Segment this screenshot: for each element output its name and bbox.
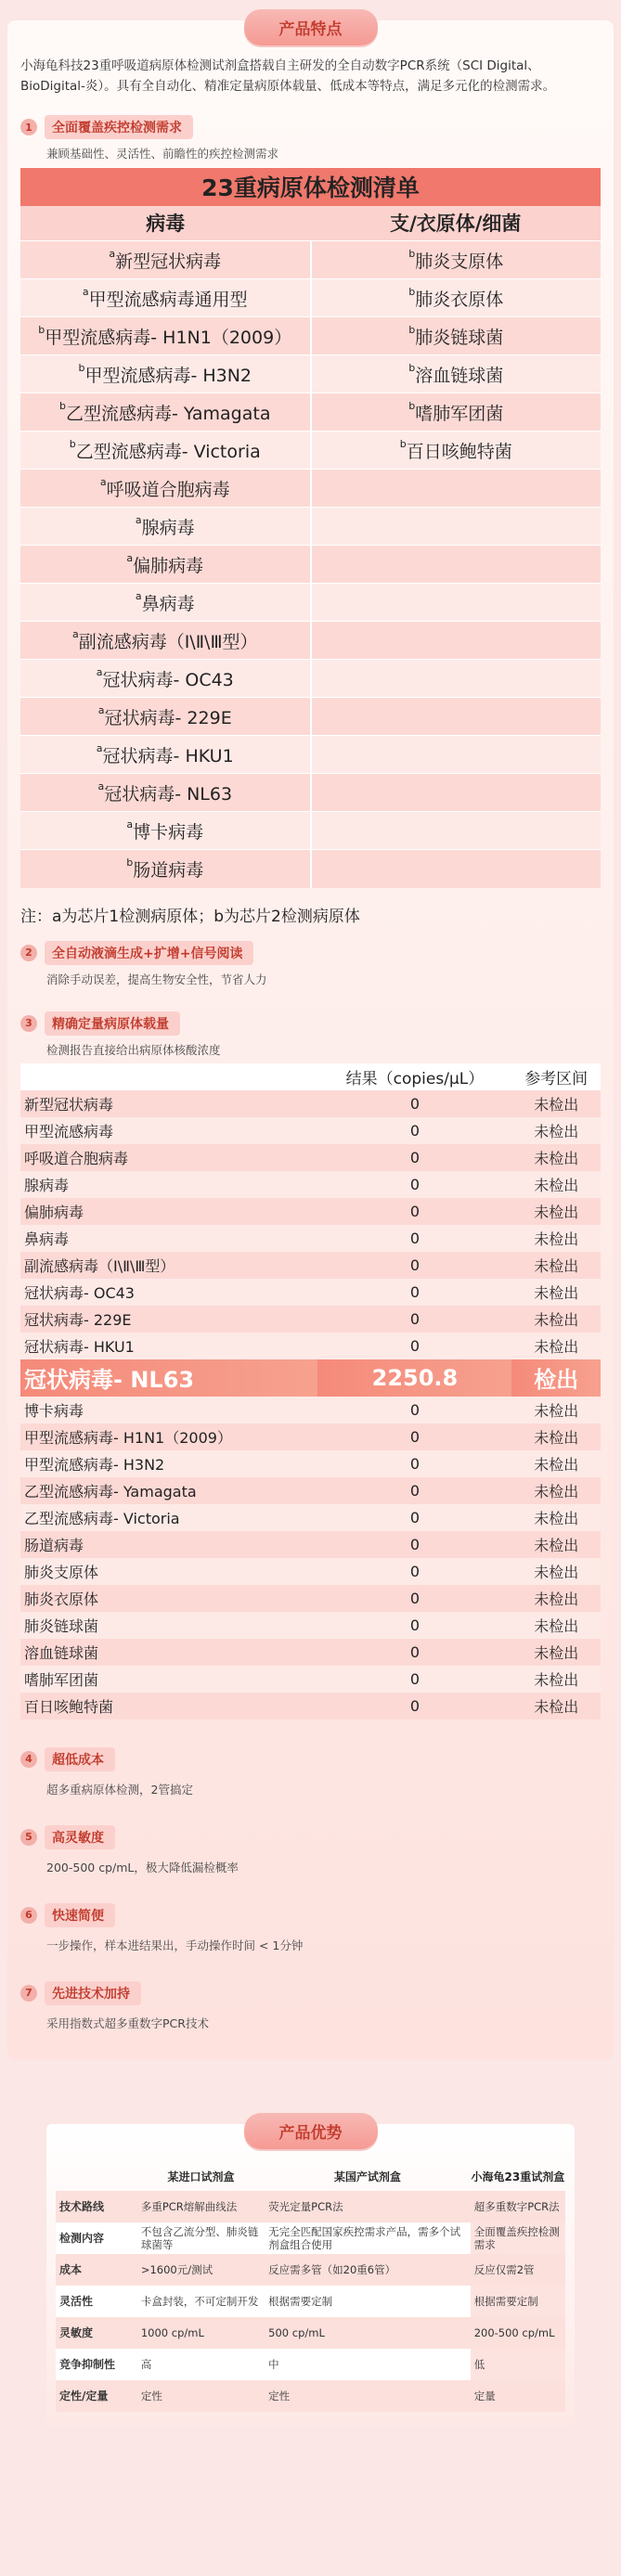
pathogen-list-title: 23重病原体检测清单 — [20, 168, 601, 206]
pathogen-row — [20, 736, 601, 774]
result-ref: 未检出 — [511, 1333, 601, 1359]
chip-marker: a — [109, 247, 116, 260]
comparison-label: 检测内容 — [56, 2222, 137, 2254]
result-value: 0 — [317, 1504, 511, 1531]
pathogen-name: 嗜肺军团菌 — [415, 403, 504, 424]
result-name: 甲型流感病毒 — [20, 1117, 317, 1144]
result-ref: 未检出 — [511, 1477, 601, 1504]
bacteria-cell — [311, 317, 602, 355]
result-row — [20, 1585, 601, 1612]
result-row — [20, 1666, 601, 1693]
result-value: 0 — [317, 1423, 511, 1450]
comparison-header: 某国产试剂盒 — [333, 2170, 401, 2183]
section-desc: 采用指数式超多重数字PCR技术 — [46, 2016, 209, 2030]
comparison-cell: 全面覆盖疾控检测需求 — [471, 2222, 565, 2254]
virus-cell — [20, 546, 311, 584]
section-title: 超低成本 — [45, 1747, 115, 1771]
section-number: 1 — [20, 119, 37, 135]
virus-cell — [20, 508, 311, 546]
chip-marker: a — [96, 741, 103, 754]
result-value: 0 — [317, 1117, 511, 1144]
virus-cell — [20, 774, 311, 812]
chip-marker: a — [126, 551, 134, 564]
section-title: 精确定量病原体载量 — [45, 1011, 180, 1036]
result-name: 冠状病毒- OC43 — [20, 1279, 317, 1306]
comparison-cell: 1000 cp/mL — [137, 2317, 265, 2349]
result-value: 0 — [317, 1252, 511, 1279]
bacteria-cell — [311, 736, 602, 774]
result-name: 甲型流感病毒- H1N1（2009） — [20, 1423, 317, 1450]
section-title: 全面覆盖疾控检测需求 — [45, 115, 193, 139]
col-bacteria-header: 支/衣原体/细菌 — [311, 206, 602, 241]
result-ref: 未检出 — [511, 1090, 601, 1117]
result-ref: 未检出 — [511, 1198, 601, 1225]
result-row — [20, 1504, 601, 1531]
result-row — [20, 1693, 601, 1719]
result-value: 0 — [317, 1144, 511, 1171]
section-desc: 200-500 cp/mL，极大降低漏检概率 — [46, 1860, 239, 1874]
virus-cell — [20, 736, 311, 774]
bacteria-cell — [311, 393, 602, 431]
result-value: 0 — [317, 1279, 511, 1306]
comparison-cell: 不包含乙流分型、肺炎链球菌等 — [137, 2222, 265, 2254]
comparison-cell: 超多重数字PCR法 — [471, 2191, 565, 2222]
pathogen-row — [20, 508, 601, 546]
bacteria-cell — [311, 546, 602, 584]
result-value: 0 — [317, 1477, 511, 1504]
bacteria-cell — [311, 241, 602, 279]
chip-marker: a — [126, 818, 134, 831]
bacteria-cell — [311, 698, 602, 736]
result-row — [20, 1397, 601, 1423]
pathogen-name: 呼吸道合胞病毒 — [106, 479, 230, 500]
result-row — [20, 1252, 601, 1279]
comparison-row — [56, 2286, 565, 2317]
chip-marker: b — [408, 323, 416, 336]
result-row — [20, 1639, 601, 1666]
section-desc: 一步操作，样本进结果出，手动操作时间 < 1分钟 — [46, 1938, 304, 1952]
chip-marker: b — [78, 361, 85, 374]
virus-cell — [20, 850, 311, 888]
features-card — [7, 20, 614, 2059]
chip-marker: b — [399, 437, 407, 450]
result-ref: 未检出 — [511, 1450, 601, 1477]
section-desc: 消除手动误差，提高生物安全性，节省人力 — [46, 972, 267, 986]
result-name: 嗜肺军团菌 — [20, 1666, 317, 1693]
pathogen-list-table — [20, 167, 601, 888]
result-row — [20, 1279, 601, 1306]
pathogen-name: 肺炎衣原体 — [415, 289, 504, 310]
result-name: 百日咳鲍特菌 — [20, 1693, 317, 1719]
result-ref: 未检出 — [511, 1252, 601, 1279]
chip-marker: a — [135, 513, 142, 526]
comparison-header: 小海龟23重试剂盒 — [471, 2170, 565, 2183]
comparison-cell: 荧光定量PCR法 — [265, 2191, 471, 2222]
section-title: 全自动液滴生成+扩增+信号阅读 — [45, 941, 253, 965]
result-header-name — [20, 1063, 317, 1090]
chip-marker: b — [408, 361, 416, 374]
section-4 — [20, 1747, 601, 1797]
result-value: 0 — [317, 1171, 511, 1198]
bacteria-cell — [311, 431, 602, 470]
comparison-label: 灵活性 — [56, 2286, 137, 2317]
section-number: 2 — [20, 945, 37, 961]
pathogen-name: 乙型流感病毒- Yamagata — [66, 403, 271, 424]
comparison-cell: 反应需多管（如20重6管） — [265, 2254, 471, 2286]
pathogen-row — [20, 279, 601, 317]
chip-marker: b — [69, 437, 76, 450]
result-name: 冠状病毒- 229E — [20, 1306, 317, 1333]
pathogen-name: 新型冠状病毒 — [115, 251, 222, 272]
comparison-header: 某进口试剂盒 — [167, 2170, 235, 2183]
section-number: 6 — [20, 1907, 37, 1924]
advantages-wrap — [0, 2096, 621, 2445]
result-name: 乙型流感病毒- Yamagata — [20, 1477, 317, 1504]
section-desc: 检测报告直接给出病原体核酸浓度 — [46, 1042, 221, 1057]
result-header-ref: 参考区间 — [511, 1063, 601, 1090]
pathogen-row — [20, 317, 601, 355]
pathogen-row — [20, 393, 601, 431]
result-ref: 未检出 — [511, 1558, 601, 1585]
comparison-header — [56, 2163, 137, 2191]
result-row — [20, 1225, 601, 1252]
virus-cell — [20, 698, 311, 736]
virus-cell — [20, 584, 311, 622]
comparison-row — [56, 2349, 565, 2380]
chip-marker: b — [126, 856, 134, 869]
comparison-label: 成本 — [56, 2254, 137, 2286]
result-ref: 未检出 — [511, 1423, 601, 1450]
comparison-label: 技术路线 — [56, 2191, 137, 2222]
comparison-cell: 根据需要定制 — [265, 2286, 471, 2317]
result-ref: 未检出 — [511, 1639, 601, 1666]
result-row — [20, 1450, 601, 1477]
section-number: 5 — [20, 1829, 37, 1846]
pathogen-name: 冠状病毒- 229E — [104, 707, 232, 728]
section-number: 4 — [20, 1751, 37, 1768]
section-7 — [20, 1981, 601, 2031]
pathogen-row — [20, 850, 601, 888]
bacteria-cell — [311, 774, 602, 812]
result-value: 0 — [317, 1558, 511, 1585]
chip-marker: b — [59, 399, 66, 412]
section-number: 3 — [20, 1015, 37, 1032]
advantages-title: 产品优势 — [244, 2113, 378, 2149]
virus-cell — [20, 470, 311, 508]
result-name: 新型冠状病毒 — [20, 1090, 317, 1117]
result-name: 冠状病毒- NL63 — [20, 1359, 317, 1397]
virus-cell — [20, 317, 311, 355]
comparison-cell: 反应仅需2管 — [471, 2254, 565, 2286]
virus-cell — [20, 393, 311, 431]
result-ref: 未检出 — [511, 1306, 601, 1333]
result-name: 肺炎支原体 — [20, 1558, 317, 1585]
result-ref: 未检出 — [511, 1144, 601, 1171]
section-title: 先进技术加持 — [45, 1981, 141, 2005]
pathogen-name: 博卡病毒 — [133, 821, 204, 843]
chip-note: 注：a为芯片1检测病原体；b为芯片2检测病原体 — [20, 907, 360, 926]
comparison-cell: 低 — [471, 2349, 565, 2380]
virus-cell — [20, 660, 311, 698]
section-6 — [20, 1903, 601, 1953]
result-row — [20, 1333, 601, 1359]
section-desc: 兼顾基础性、灵活性、前瞻性的疾控检测需求 — [46, 147, 279, 161]
virus-cell — [20, 355, 311, 393]
comparison-cell: >1600元/测试 — [137, 2254, 265, 2286]
pathogen-row — [20, 774, 601, 812]
result-value: 0 — [317, 1333, 511, 1359]
bacteria-cell — [311, 508, 602, 546]
section-3 — [20, 1011, 601, 1058]
result-header-value: 结果（copies/μL） — [317, 1063, 511, 1090]
advantages-card — [46, 2124, 575, 2427]
comparison-row — [56, 2254, 565, 2286]
comparison-cell: 无完全匹配国家疾控需求产品，需多个试剂盒组合使用 — [265, 2222, 471, 2254]
virus-cell — [20, 241, 311, 279]
result-row-positive — [20, 1359, 601, 1397]
result-ref: 未检出 — [511, 1612, 601, 1639]
result-ref: 检出 — [511, 1359, 601, 1397]
section-desc: 超多重病原体检测，2管搞定 — [46, 1782, 193, 1797]
comparison-label: 竞争抑制性 — [56, 2349, 137, 2380]
result-row — [20, 1090, 601, 1117]
pathogen-name: 百日咳鲍特菌 — [406, 441, 512, 462]
bacteria-cell — [311, 470, 602, 508]
chip-marker: b — [408, 247, 416, 260]
virus-cell — [20, 812, 311, 850]
result-ref: 未检出 — [511, 1397, 601, 1423]
comparison-cell: 500 cp/mL — [265, 2317, 471, 2349]
result-name: 甲型流感病毒- H3N2 — [20, 1450, 317, 1477]
pathogen-row — [20, 546, 601, 584]
virus-cell — [20, 279, 311, 317]
bacteria-cell — [311, 812, 602, 850]
result-ref: 未检出 — [511, 1225, 601, 1252]
result-value: 0 — [317, 1198, 511, 1225]
comparison-label: 灵敏度 — [56, 2317, 137, 2349]
pathogen-name: 偏肺病毒 — [133, 555, 204, 576]
result-value: 0 — [317, 1585, 511, 1612]
result-value: 0 — [317, 1450, 511, 1477]
result-name: 博卡病毒 — [20, 1397, 317, 1423]
pathogen-row — [20, 622, 601, 660]
result-ref: 未检出 — [511, 1117, 601, 1144]
result-value: 2250.8 — [317, 1359, 511, 1397]
result-value: 0 — [317, 1306, 511, 1333]
result-value: 0 — [317, 1612, 511, 1639]
result-name: 副流感病毒（Ⅰ\Ⅱ\Ⅲ型） — [20, 1252, 317, 1279]
pathogen-name: 冠状病毒- HKU1 — [102, 745, 234, 766]
result-name: 偏肺病毒 — [20, 1198, 317, 1225]
result-name: 呼吸道合胞病毒 — [20, 1144, 317, 1171]
comparison-cell: 定性 — [137, 2380, 265, 2412]
comparison-row — [56, 2191, 565, 2222]
section-1 — [20, 115, 601, 161]
comparison-table — [56, 2163, 565, 2412]
comparison-cell: 根据需要定制 — [471, 2286, 565, 2317]
result-value: 0 — [317, 1090, 511, 1117]
bacteria-cell — [311, 584, 602, 622]
result-ref: 未检出 — [511, 1666, 601, 1693]
pathogen-name: 肺炎支原体 — [415, 251, 504, 272]
pathogen-row — [20, 660, 601, 698]
pathogen-name: 冠状病毒- NL63 — [104, 783, 233, 805]
pathogen-row — [20, 584, 601, 622]
result-row — [20, 1558, 601, 1585]
section-number: 7 — [20, 1985, 37, 2002]
bacteria-cell — [311, 660, 602, 698]
pathogen-name: 溶血链球菌 — [415, 365, 504, 386]
pathogen-row — [20, 355, 601, 393]
pathogen-name: 甲型流感病毒通用型 — [88, 289, 248, 310]
col-virus-header: 病毒 — [20, 206, 311, 241]
virus-cell — [20, 622, 311, 660]
comparison-label: 定性/定量 — [56, 2380, 137, 2412]
result-row — [20, 1117, 601, 1144]
result-ref: 未检出 — [511, 1279, 601, 1306]
comparison-cell: 多重PCR熔解曲线法 — [137, 2191, 265, 2222]
result-name: 肺炎衣原体 — [20, 1585, 317, 1612]
result-ref: 未检出 — [511, 1531, 601, 1558]
chip-marker: b — [408, 285, 416, 298]
comparison-cell: 中 — [265, 2349, 471, 2380]
result-row — [20, 1306, 601, 1333]
result-value: 0 — [317, 1693, 511, 1719]
result-row — [20, 1531, 601, 1558]
result-name: 肠道病毒 — [20, 1531, 317, 1558]
result-name: 溶血链球菌 — [20, 1639, 317, 1666]
result-row — [20, 1171, 601, 1198]
chip-marker: a — [97, 703, 105, 716]
result-ref: 未检出 — [511, 1693, 601, 1719]
pathogen-row — [20, 812, 601, 850]
bacteria-cell — [311, 622, 602, 660]
chip-marker: b — [38, 323, 45, 336]
result-row — [20, 1144, 601, 1171]
comparison-row — [56, 2380, 565, 2412]
comparison-row — [56, 2222, 565, 2254]
virus-cell — [20, 431, 311, 470]
pathogen-name: 肠道病毒 — [133, 859, 204, 881]
result-name: 冠状病毒- HKU1 — [20, 1333, 317, 1359]
chip-marker: b — [408, 399, 416, 412]
result-value: 0 — [317, 1639, 511, 1666]
pathogen-row — [20, 431, 601, 470]
comparison-row — [56, 2317, 565, 2349]
result-name: 肺炎链球菌 — [20, 1612, 317, 1639]
result-value: 0 — [317, 1397, 511, 1423]
bacteria-cell — [311, 850, 602, 888]
intro-text: 小海龟科技23重呼吸道病原体检测试剂盒搭载自主研发的全自动数字PCR系统（SCI Digital、BioDigital-炎）。具有全自动化、精准定量病原体载量、低成本等特点，满足多元化的检测需求。 — [20, 58, 556, 94]
comparison-cell: 卡盒封装，不可定制开发 — [137, 2286, 265, 2317]
comparison-cell: 定性 — [265, 2380, 471, 2412]
result-name: 腺病毒 — [20, 1171, 317, 1198]
result-row — [20, 1477, 601, 1504]
result-ref: 未检出 — [511, 1171, 601, 1198]
chip-marker: a — [99, 475, 107, 488]
pathogen-row — [20, 241, 601, 279]
result-name: 乙型流感病毒- Victoria — [20, 1504, 317, 1531]
result-ref: 未检出 — [511, 1504, 601, 1531]
pathogen-name: 副流感病毒（Ⅰ\Ⅱ\Ⅲ型） — [78, 631, 258, 652]
result-value: 0 — [317, 1225, 511, 1252]
pathogen-name: 甲型流感病毒- H3N2 — [84, 365, 252, 386]
result-row — [20, 1423, 601, 1450]
pathogen-name: 乙型流感病毒- Victoria — [75, 441, 261, 462]
chip-marker: a — [135, 589, 142, 602]
comparison-cell: 200-500 cp/mL — [471, 2317, 565, 2349]
result-table — [20, 1063, 601, 1719]
bacteria-cell — [311, 279, 602, 317]
pathogen-name: 冠状病毒- OC43 — [102, 669, 234, 690]
features-title: 产品特点 — [244, 9, 378, 45]
result-name: 鼻病毒 — [20, 1225, 317, 1252]
bacteria-cell — [311, 355, 602, 393]
section-2 — [20, 941, 601, 987]
result-value: 0 — [317, 1531, 511, 1558]
section-title: 快速简便 — [45, 1903, 115, 1927]
comparison-cell: 定量 — [471, 2380, 565, 2412]
result-row — [20, 1612, 601, 1639]
pathogen-name: 鼻病毒 — [141, 593, 195, 614]
pathogen-name: 肺炎链球菌 — [415, 327, 504, 348]
section-5 — [20, 1825, 601, 1875]
chip-marker: a — [97, 779, 105, 792]
chip-marker: a — [71, 627, 79, 640]
section-title: 高灵敏度 — [45, 1825, 115, 1849]
comparison-cell: 高 — [137, 2349, 265, 2380]
chip-marker: a — [82, 285, 89, 298]
pathogen-name: 甲型流感病毒- H1N1（2009） — [45, 327, 292, 348]
pathogen-name: 腺病毒 — [141, 517, 195, 538]
chip-marker: a — [96, 665, 103, 678]
result-ref: 未检出 — [511, 1585, 601, 1612]
pathogen-row — [20, 698, 601, 736]
page — [0, 20, 621, 2445]
result-value: 0 — [317, 1666, 511, 1693]
pathogen-row — [20, 470, 601, 508]
result-row — [20, 1198, 601, 1225]
